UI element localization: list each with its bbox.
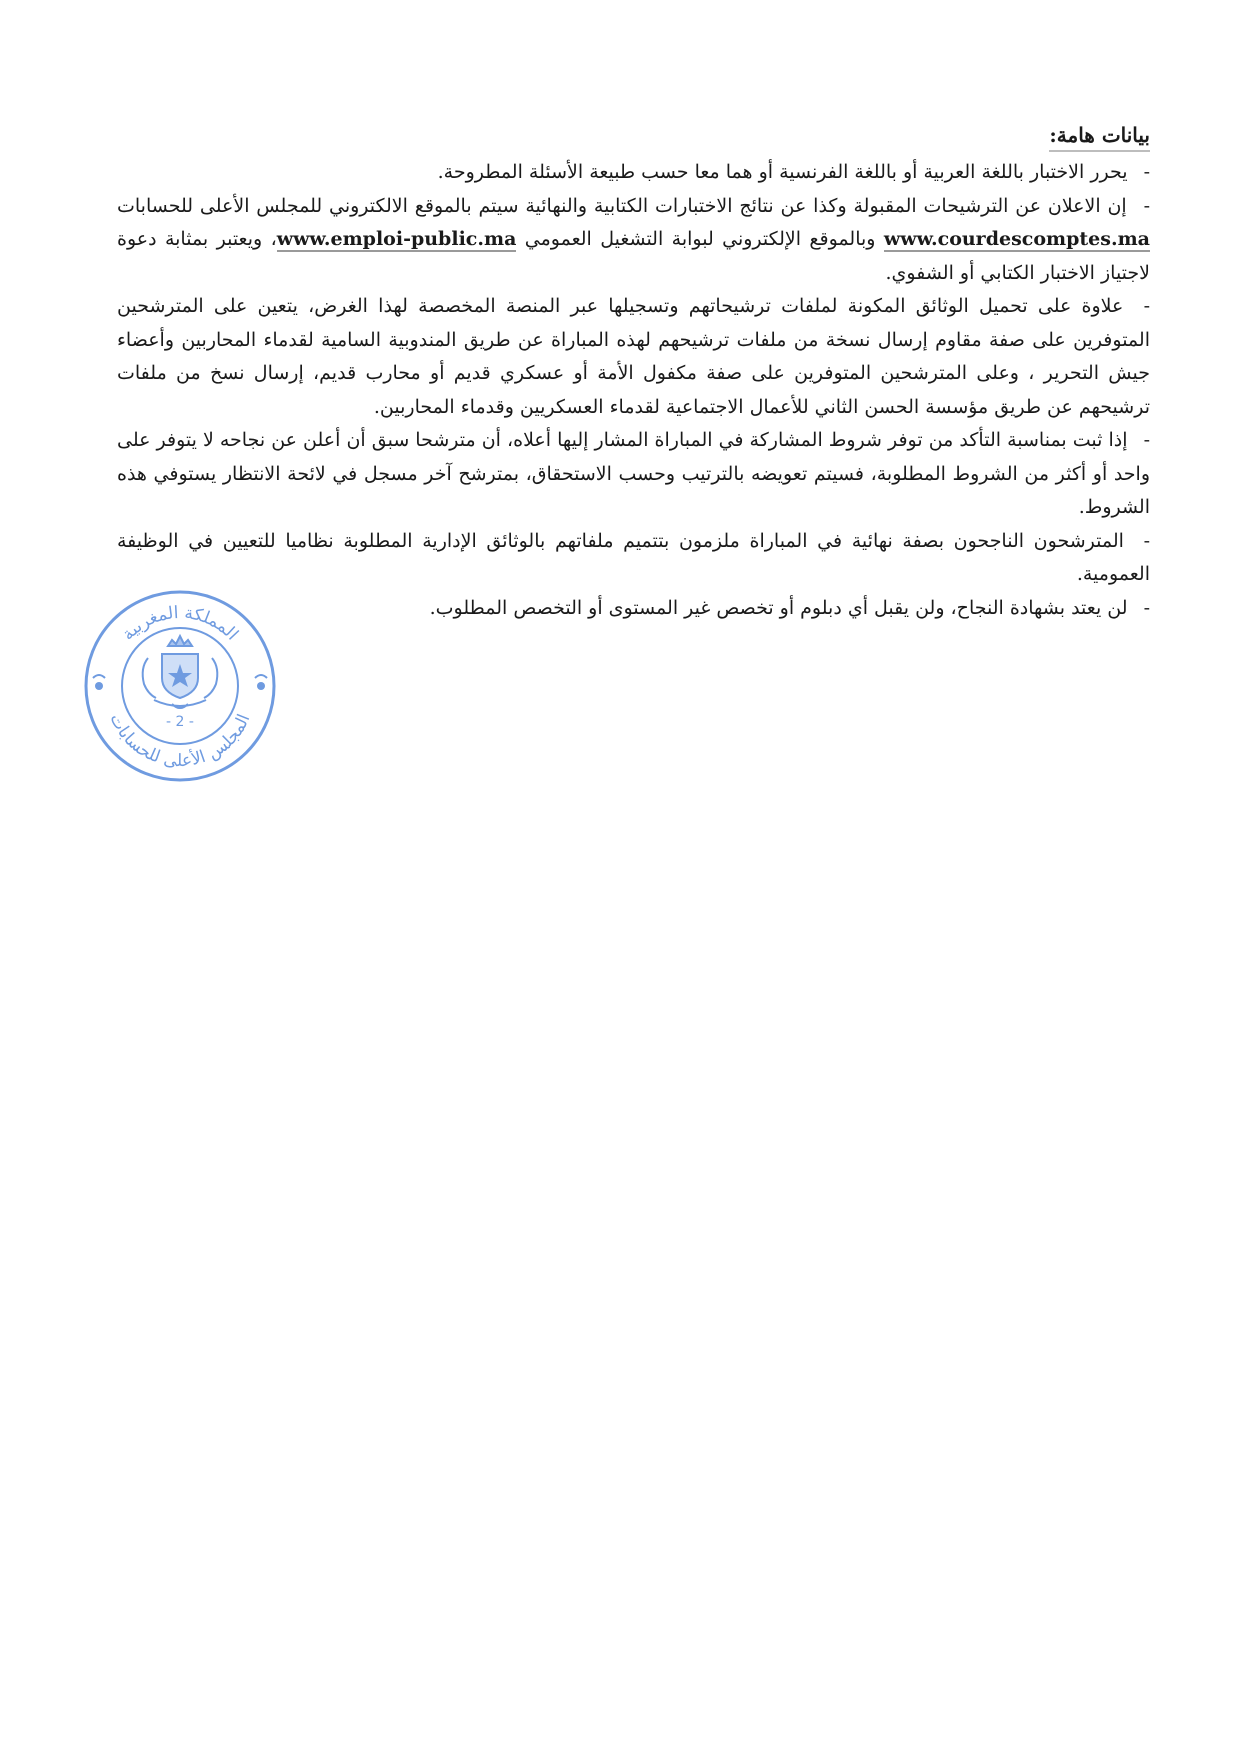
link-courdescomptes[interactable]: www.courdescomptes.ma [883, 228, 1150, 250]
bullet-dash: - [1143, 529, 1151, 552]
bullet-dash: - [1143, 596, 1150, 619]
paragraph-documents [117, 290, 1150, 424]
coat-of-arms-icon [143, 636, 218, 708]
stamp-top-text: المملكة المغربية [118, 602, 243, 645]
link-emploi-public[interactable]: www.emploi-public.ma [276, 228, 517, 250]
paragraph-text: وبالموقع الإلكتروني لبوابة التشغيل العمومي [524, 228, 876, 250]
paragraph-text: المترشحون الناجحون بصفة نهائية في المباراة ملزمون بتتميم ملفاتهم بالوثائق الإدارية المطلوبة نظاميا للتعيين في الوظيفة العمومية. [117, 529, 1150, 585]
bullet-dash: - [1143, 429, 1150, 451]
paragraph-text: لن يعتد بشهادة النجاح، ولن يقبل أي دبلوم أو تخصص غير المستوى أو التخصص المطلوب. [429, 596, 1128, 619]
paragraph-text: إن الاعلان عن الترشيحات المقبولة وكذا عن نتائج الاختبارات الكتابية والنهائية سيتم بالموقع الالكتروني للمجلس الأعلى للحسابات [117, 194, 1127, 217]
paragraph-announcements [117, 190, 1150, 291]
document-body [117, 120, 1150, 625]
paragraph-text: ، ويعتبر بمثابة دعوة لاجتياز الاختبار الكتابي أو الشفوي. [117, 228, 1150, 284]
bullet-dash: - [1143, 194, 1150, 217]
official-stamp [82, 588, 278, 784]
stamp-bottom-text: المجلس الأعلى للحسابات [105, 710, 255, 772]
paragraph-text: يحرر الاختبار باللغة العربية أو باللغة الفرنسية أو هما معا حسب طبيعة الأسئلة المطروحة. [437, 161, 1128, 183]
bullet-dash: - [1143, 161, 1150, 183]
paragraph-conditions [117, 424, 1150, 525]
paragraph-final-candidates [117, 525, 1150, 592]
paragraph-language [117, 156, 1150, 190]
stamp-seal-icon [82, 588, 278, 784]
paragraph-text: علاوة على تحميل الوثائق المكونة لملفات ترشيحاتهم وتسجيلها عبر المنصة المخصصة لهذا الغرض، يتعين على المترشحين المتوفرين على صفة مقاوم إرسال نسخة من ملفات ترشيحهم لهذه المباراة عن طريق المندوبية السامية لقدماء المحاربين وأعضاء جيش التحرير ، وعلى المترشحين المتوفرين على صفة مكفول الأمة أو عسكري قديم أو محارب قديم، إرسال نسخ من ملفات ترشيحهم عن طريق مؤسسة الحسن الثاني للأعمال الاجتماعية لقدماء العسكريين وقدماء المحاربين. [117, 295, 1150, 418]
bullet-dash: - [1143, 295, 1150, 317]
stamp-number: - 2 - [166, 714, 194, 730]
paragraph-text: إذا ثبت بمناسبة التأكد من توفر شروط المشاركة في المباراة المشار إليها أعلاه، أن مترشحا سبق أن أعلن عن نجاحه لا يتوفر على واحد أو أكثر من الشروط المطلوبة، فسيتم تعويضه بالترتيب وحسب الاستحقاق، بمترشح آخر مسجل في لائحة الانتظار يستوفي هذه الشروط. [117, 429, 1150, 518]
section-title: بيانات هامة: [1049, 120, 1150, 152]
